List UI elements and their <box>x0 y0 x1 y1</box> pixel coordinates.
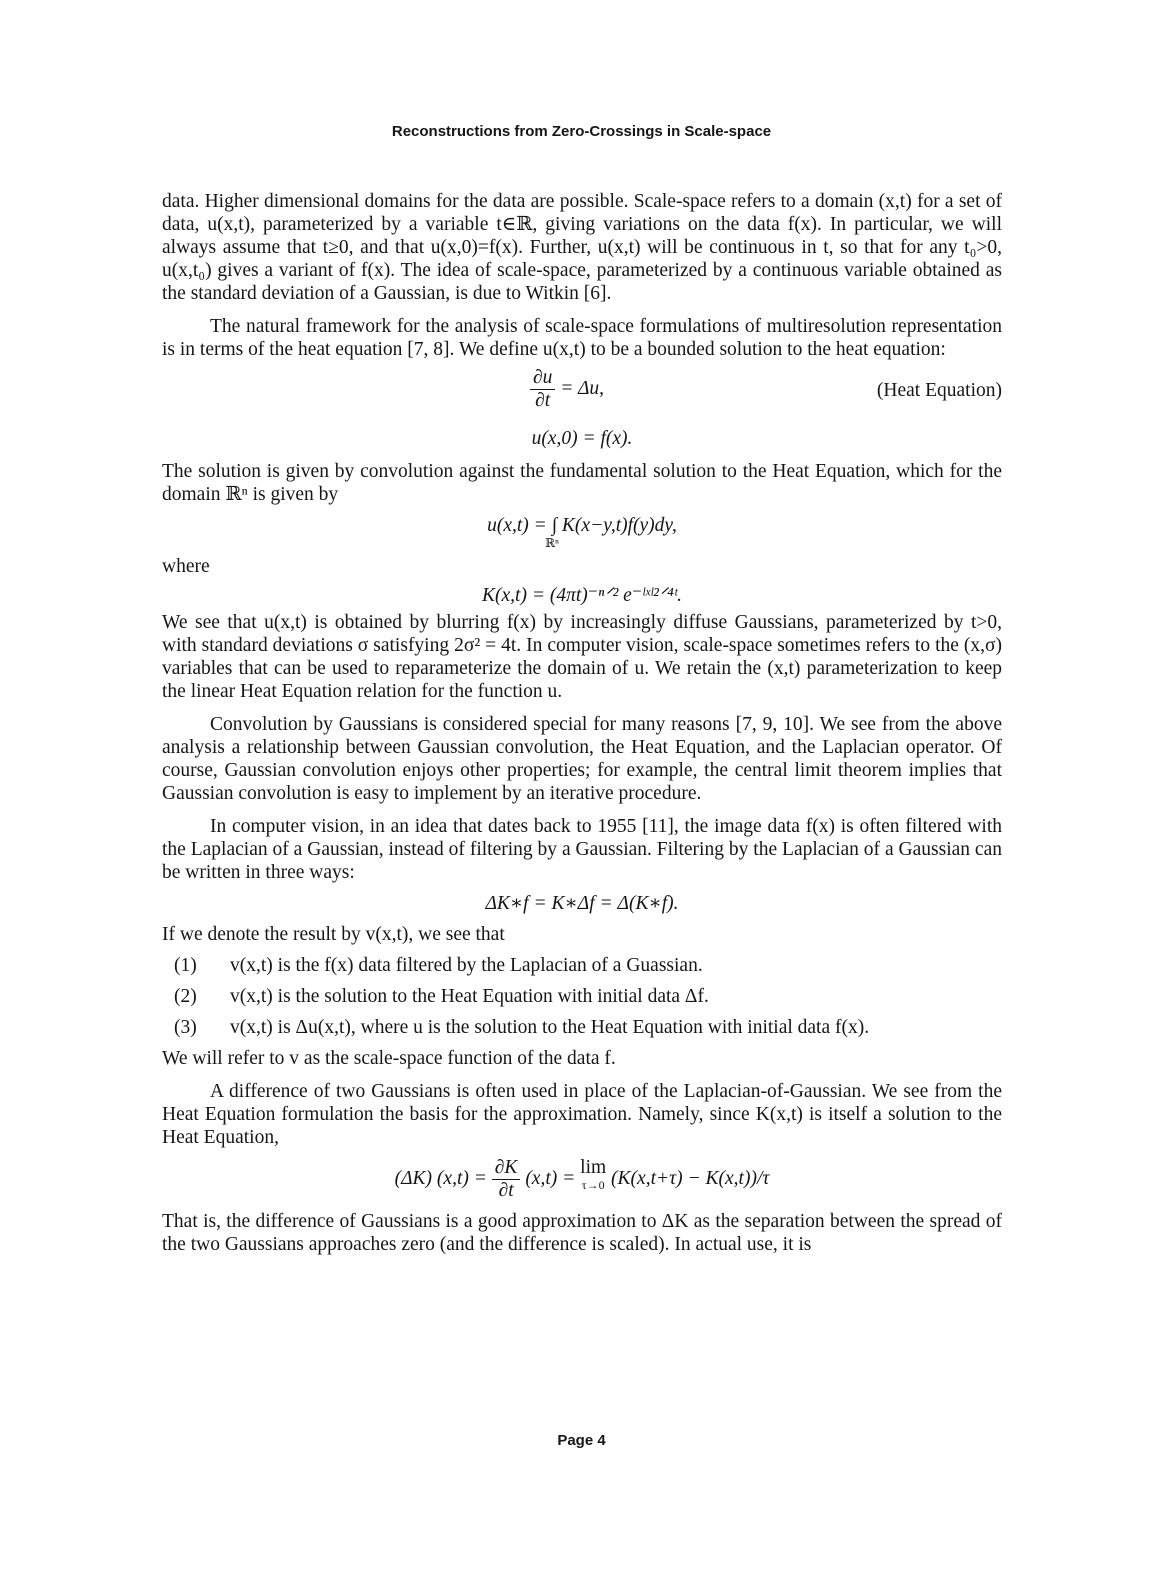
list-item <box>162 985 1002 1008</box>
heat-eq-denominator: ∂t <box>535 390 551 411</box>
list-item-text: v(x,t) is the f(x) data filtered by the Laplacian of a Guassian. <box>230 955 703 976</box>
dog-equation <box>162 1157 1002 1202</box>
paragraph-gaussian-blurring: We see that u(x,t) is obtained by blurring f(x) by increasingly diffuse Gaussians, parameterized by t>0, with standard deviations σ satisfying 2σ² = 4t. In computer vision, scale-space sometimes refers to the (x,σ) variables that can be used to reparameterize the domain of u. We retain the (x,t) parameterization to keep the linear Heat Equation relation for the function u. <box>162 612 1002 702</box>
dog-eq-numerator: ∂K <box>492 1157 521 1180</box>
heat-eq-initial-condition: u(x,0) = f(x). <box>531 428 633 449</box>
paragraph-fundamental-solution: The solution is given by convolution against the fundamental solution to the Heat Equation, which for the domain ℝⁿ is given by <box>162 461 1002 505</box>
paragraph-difference-of-gaussians: A difference of two Gaussians is often used in place of the Laplacian-of-Gaussian. We see from the Heat Equation formulation the basis for the approximation. Namely, since K(x,t) is itself a solution to the Heat Equation, <box>162 1081 1002 1148</box>
dog-eq-lhs: (ΔK) (x,t) = <box>394 1167 487 1189</box>
dog-eq-mid: (x,t) = <box>525 1167 576 1189</box>
list-item-text: v(x,t) is Δu(x,t), where u is the solution to the Heat Equation with initial data f(x). <box>230 1017 870 1038</box>
laplacian-equation: ΔK∗f = K∗Δf = Δ(K∗f). <box>485 893 679 914</box>
heat-eq-rhs: = Δu, <box>560 377 605 399</box>
dog-eq-lim: lim <box>580 1157 607 1178</box>
list-item-number: (2) <box>174 986 197 1007</box>
paragraph-scale-space-definition: data. Higher dimensional domains for the data are possible. Scale-space refers to a domain (x,t) for a set of data, u(x,t), parameterized by a variable t∈ℝ, giving variations on the data f(x). In particular, we will always assume that t≥0, and that u(x,0)=f(x). Further, u(x,t) will be continuous in t, so that for any t₀>0, u(x,t₀) gives a variant of f(x). The idea of scale-space, parameterized by a continuous variable obtained as the standard deviation of a Gaussian, is due to Witkin [6]. <box>162 191 1002 304</box>
page-number: Page 4 <box>557 1432 606 1449</box>
list-item-text: v(x,t) is the solution to the Heat Equation with initial data Δf. <box>230 986 709 1007</box>
paragraph-scale-space-function: We will refer to v as the scale-space function of the data f. <box>162 1048 616 1069</box>
list-item <box>162 954 1002 977</box>
word-where: where <box>162 556 210 577</box>
paragraph-laplacian-filtering: In computer vision, in an idea that dates back to 1955 [11], the image data f(x) is often filtered with the Laplacian of a Gaussian, instead of filtering by a Gaussian. Filtering by the Laplacian of a Gaussian can be written in three ways: <box>162 816 1002 883</box>
paragraph-convolution-special: Convolution by Gaussians is considered special for many reasons [7, 9, 10]. We see from the above analysis a relationship between Gaussian convolution, the Heat Equation, and the Laplacian operator. Of course, Gaussian convolution enjoys other properties; for example, the central limit theorem implies that Gaussian convolution is easy to implement by an iterative procedure. <box>162 714 1002 804</box>
dog-eq-denominator: ∂t <box>498 1180 514 1201</box>
paragraph-heat-equation-intro: The natural framework for the analysis of scale-space formulations of multiresolution representation is in terms of the heat equation [7, 8]. We define u(x,t) to be a bounded solution to the heat equation: <box>162 316 1002 360</box>
document-body <box>162 190 1002 1256</box>
gaussian-kernel-equation: K(x,t) = (4πt)⁻ⁿᐟ² e⁻ˡˣˡ²ᐟ⁴ᵗ. <box>482 585 682 606</box>
list-item <box>162 1016 1002 1039</box>
running-head: Reconstructions from Zero-Crossings in Scale-space <box>391 123 772 140</box>
conv-eq-rhs: K(x−y,t)f(y)dy, <box>561 515 677 536</box>
dog-eq-fraction <box>492 1157 521 1202</box>
heat-eq-fraction <box>530 367 555 412</box>
paragraph-approximation: That is, the difference of Gaussians is a good approximation to ΔK as the separation between the spread of the two Gaussians approaches zero (and the difference is scaled). In actual use, it is <box>162 1211 1002 1255</box>
list-item-number: (1) <box>174 955 197 976</box>
heat-eq-numerator: ∂u <box>530 367 555 390</box>
dog-eq-rhs: (K(x,t+τ) − K(x,t))/τ <box>611 1167 770 1189</box>
heat-equation <box>162 367 1002 413</box>
conv-eq-lhs: u(x,t) = ∫ <box>487 515 558 536</box>
conv-eq-domain: ℝⁿ <box>545 536 559 550</box>
heat-eq-tag: (Heat Equation) <box>876 380 1002 401</box>
dog-eq-limit <box>580 1157 606 1191</box>
dog-eq-lim-sub: τ→0 <box>581 1178 605 1192</box>
property-list <box>162 954 1002 1039</box>
list-item-number: (3) <box>174 1017 197 1038</box>
paragraph-denote-result: If we denote the result by v(x,t), we see that <box>162 924 505 945</box>
convolution-equation <box>162 514 1002 549</box>
